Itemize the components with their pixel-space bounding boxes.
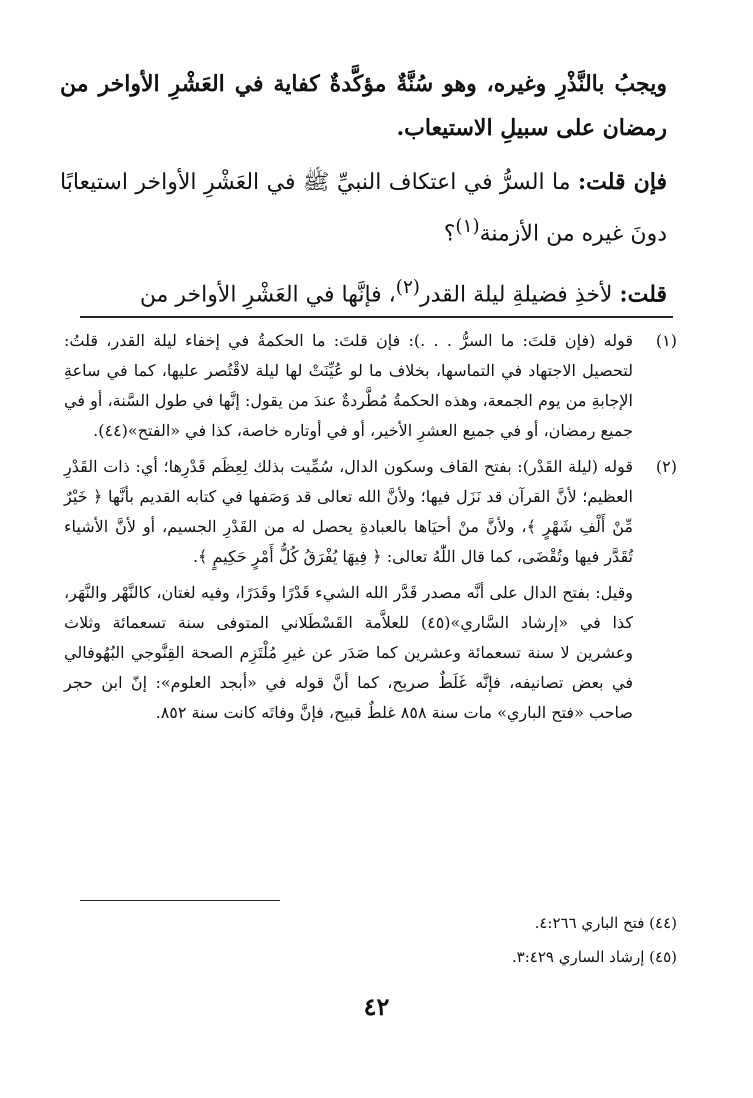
main-paragraph-3 [60, 266, 667, 317]
answer-end: ، فإنَّها في العَشْرِ الأواخر من [139, 282, 396, 308]
footnote-2 [64, 452, 677, 572]
question-text: ما السرُّ في اعتكاف النبيِّ ﷺ في العَشْرِ الأواخر استيعابًا دونَ غيره من الأزمنة [60, 170, 667, 247]
footnote-ref-2: (٢) [395, 277, 420, 299]
question-end: ؟ [443, 221, 456, 247]
question-label: فإن قلت: [578, 169, 668, 195]
footnote-text: قوله (ليلة القَدْر): بفتح القاف وسكون الدال، سُمِّيت بذلك لِعِظَم قَدْرِها؛ أي: ذات القَدْرِ العظيم؛ لأنَّ القرآن قد نَزَل فيها؛ ولأنَّ الله تعالى قد وَصَفها في كتابه القديم بأنَّها ﴿ خَيْرٌ مِّنْ أَلْفِ شَهْرٍ ﴾، ولأنَّ منْ أحيَاها بالعبادةِ يحصل له من القَدْرِ الجسيم، أو لأنَّ الأشياء تُقَدَّر فيها وتُقْضَى، كما قال اللّٰهُ تعالى: ﴿ فِيهَا يُفْرَقُ كُلُّ أَمْرٍ حَكِيمٍ ﴾. [64, 457, 633, 566]
footnote-1 [64, 326, 677, 446]
page-number: ٤٢ [363, 992, 390, 1021]
main-paragraph-2 [60, 160, 667, 256]
answer-label: قلت: [619, 281, 667, 308]
footnote-2-continuation: وقيل: بفتح الدال على أنَّه مصدر قَدَّر الله الشيء قَدْرًا وقَدَرًا، وفيه لغتان، كالنَّهْر والنَّهَر، كذا في «إرشاد السَّاري»(٤٥) للعلاَّمة القَسْطَلاني المتوفى سنة تسعمائة وثلاث وعشرين لا سنة تسعمائة وعشرين كما صَدَر عن غيرِ مُلْتَزِم الصحة القِنَّوجي البُهُوفالي في بعض تصانيفه، فإنَّه غَلَطٌ صريح، كما أنَّ قوله في «أبجد العلوم»: إنّ ابن حجر صاحب «فتح الباري» مات سنة ٨٥٨ غلطٌ قبيح، فإنَّ وفاتَه كانت سنة ٨٥٢. [64, 583, 634, 722]
footnote-text: قوله (فإن قلتَ: ما السرُّ . . .): فإن قلتَ: ما الحكمةُ في إخفاء ليلة القدر، قلتُ: لتحصيل الاجتهاد في التماسها، بخلاف ما لو عُيِّنَتْ لها ليلة لاقْتُصر عليها، كما في ساعةِ الإجابةِ من يوم الجمعة، وهذه الحكمةُ مُطَّردةٌ عندَ من يقول: إنَّها في طول السَّنة، أو في جميع رمضان، أو في جميع العشرِ الأخير، أو في أوتاره خاصة، كذا في «الفتح»(٤٤). [64, 331, 634, 440]
main-text [60, 62, 667, 328]
footnote-separator [80, 316, 673, 318]
footnote-ref-1: (١) [455, 216, 480, 237]
subnotes [64, 906, 677, 974]
answer-text: لأخذِ فضيلةِ ليلة القدر [419, 282, 620, 308]
subnote-45: (٤٥) إرشاد الساري ٣:٤٢٩. [511, 948, 677, 966]
footnote-number: (٢) [655, 457, 677, 476]
subnote-separator [80, 900, 280, 901]
footnote-number: (١) [655, 331, 677, 350]
main-paragraph-1: ويجبُ بالنَّذْرِ وغيره، وهو سُنَّةٌ مؤكَّدةٌ كفاية في العَشْرِ الأواخر من رمضان على سبيلِ الاستيعاب. [60, 71, 667, 141]
subnote-44: (٤٤) فتح الباري ٤:٢٦٦. [534, 914, 677, 932]
footnotes [64, 326, 677, 734]
